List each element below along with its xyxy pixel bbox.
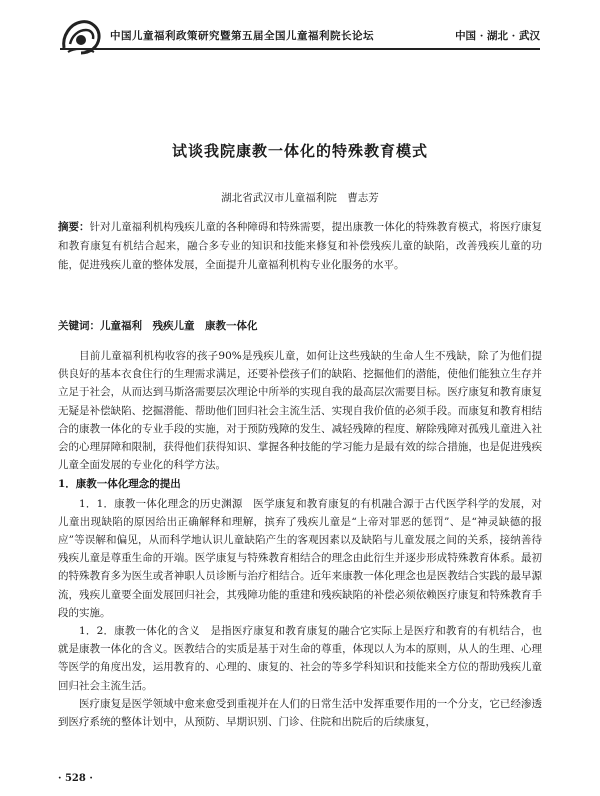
intro-paragraph: 目前儿童福利机构收容的孩子90%是残疾儿童，如何让这些残缺的生命人生不残缺，除了为他们提供良好的基本衣食住行的生理需求满足，还要补偿孩子们的缺陷、挖掘他们的潜能，使他们能独立生存并立足于社会，从而达到马斯洛需要层次理论中所举的实现自我的最高层次需要目标。医疗康复和教育康复无疑是补偿缺陷、挖掘潜能、帮助他们回归社会主流生活、实现自我价值的必须手段。而康复和教育相结合的康教一体化的专业手段的实施，对于预防残障的发生、减轻残障的程度、解除残障对孤残儿童进入社会的心理屏障和限制，获得他们获得知识、掌握各种技能的学习能力是最有效的综合措施，也是促进残疾儿童全面发展的专业化的科学方法。 [58,350,542,472]
paragraph-last: 医疗康复是医学领域中愈来愈受到重视并在人们的日常生活中发挥重要作用的一个分支，它已经渗透到医疗系统的整体计划中，从预防、早期识别、门诊、住院和出院后的后续康复， [58,697,542,729]
header-divider [60,48,540,50]
keywords [58,318,542,333]
header-location: 中国 · 湖北 · 武汉 [455,30,540,42]
page-number: · 528 · [58,773,93,784]
abstract [58,218,542,275]
paragraph-1-2: 1．2．康教一体化的含义 是指医疗康复和教育康复的融合它实际上是医疗和教育的有机结合，也就是康教一体化的含义。医教结合的实质是基于对生命的尊重，体现以人为本的原则，从人的生理、心理等医学的角度出发，运用教育的、心理的、康复的、社会的等多学科知识和技能来全方位的帮助残疾儿童回归社会主流生活。 [58,625,542,692]
abstract-label: 摘要： [58,221,90,233]
article-body [58,347,542,731]
keywords-label: 关键词： [58,320,100,332]
header-title: 中国儿童福利政策研究暨第五届全国儿童福利院长论坛 [110,30,374,42]
abstract-text: 针对儿童福利机构残疾儿童的各种障碍和特殊需要，提出康教一体化的特殊教育模式，将医疗康复和教育康复有机结合起来，融合多专业的知识和技能来修复和补偿残疾儿童的缺陷，改善残疾儿童的功能，促进残疾儿童的整体发展，全面提升儿童福利机构专业化服务的水平。 [58,221,543,271]
paragraph-1-1: 1．1．康教一体化理念的历史渊源 医学康复和教育康复的有机融合源于古代医学科学的发展，对儿童出现缺陷的原因给出正确解释和理解，摈弃了残疾儿童是“上帝对罪恶的惩罚”、是“神灵缺德的报应”等误解和偏见，从而科学地认识儿童缺陷产生的客观因素以及缺陷与儿童发展之间的关系，接纳善待残疾儿童是尊重生命的开端。医学康复与特殊教育相结合的理念由此衍生并逐步形成特殊教育体系。最初的特殊教育多为医生或者神职人员诊断与治疗相结合。近年来康教一体化理念也是医教结合实践的最早源流，残疾儿童要全面发展回归社会，其残障功能的重建和残疾缺陷的补偿必须依赖医疗康复和特殊教育手段的实施。 [58,497,542,619]
section-heading: 1．康教一体化理念的提出 [58,478,181,491]
keywords-text: 儿童福利 残疾儿童 康教一体化 [100,320,258,332]
forum-logo-icon [60,18,102,56]
author-affiliation: 湖北省武汉市儿童福利院 曹志芳 [221,192,379,204]
article-title: 试谈我院康教一体化的特殊教育模式 [171,142,428,160]
page-header [60,18,540,58]
